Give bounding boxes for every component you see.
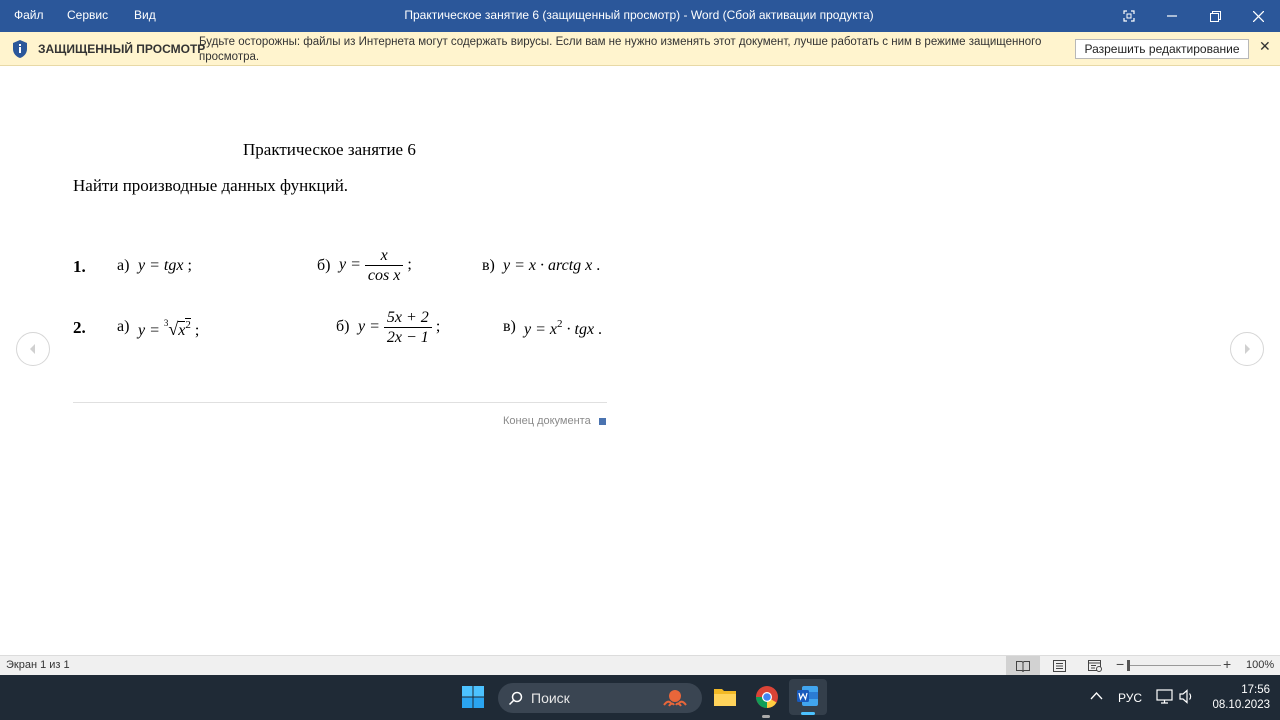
title-bar	[0, 0, 1280, 32]
word-button[interactable]	[789, 679, 827, 715]
problem-1c-label: в)	[482, 257, 495, 274]
problem-2c-formula: $y = x^2$ · tgx .	[524, 318, 603, 338]
clock-date: 08.10.2023	[1212, 699, 1270, 711]
search-icon	[508, 691, 523, 706]
problem-2c-label: в)	[503, 318, 516, 335]
protected-view-bar	[0, 32, 1280, 66]
search-label: Поиск	[531, 690, 570, 706]
status-bar	[0, 655, 1280, 676]
zoom-out-button[interactable]: −	[1116, 656, 1125, 672]
protected-view-title: ЗАЩИЩЕННЫЙ ПРОСМОТР	[38, 42, 206, 56]
minimize-icon	[1167, 11, 1177, 21]
focus-mode-button[interactable]	[1107, 0, 1151, 32]
print-layout-icon	[1053, 660, 1066, 672]
problem-number-2: 2.	[73, 318, 86, 337]
zoom-slider-thumb[interactable]	[1127, 660, 1130, 671]
restore-button[interactable]	[1193, 0, 1237, 32]
word-icon	[797, 685, 819, 707]
word-active-indicator	[801, 712, 815, 715]
chevron-right-icon	[1240, 342, 1254, 356]
file-explorer-icon	[713, 686, 737, 708]
chevron-up-icon[interactable]	[1090, 691, 1103, 700]
problem-1a-label: а)	[117, 257, 130, 274]
zoom-slider-track[interactable]	[1127, 665, 1221, 666]
task-text: Найти производные данных функций.	[73, 176, 349, 195]
file-explorer-button[interactable]	[713, 686, 737, 708]
shield-info-icon	[12, 40, 28, 58]
web-layout-button[interactable]	[1078, 656, 1112, 676]
minimize-button[interactable]	[1150, 0, 1194, 32]
zoom-level[interactable]: 100%	[1246, 659, 1275, 671]
end-divider	[73, 402, 607, 403]
web-layout-icon	[1088, 660, 1102, 672]
chevron-left-icon	[26, 342, 40, 356]
volume-icon[interactable]	[1179, 689, 1195, 704]
taskbar	[0, 675, 1280, 720]
clock-time: 17:56	[1241, 684, 1270, 696]
search-highlight-icon	[656, 688, 694, 708]
document-area	[0, 66, 1280, 655]
document-title: Практическое занятие 6	[243, 140, 416, 159]
chrome-button[interactable]	[755, 685, 779, 709]
enable-editing-button[interactable]: Разрешить редактирование	[1075, 39, 1249, 59]
prev-page-button[interactable]	[16, 332, 50, 366]
start-button[interactable]	[461, 685, 485, 709]
problem-number-1: 1.	[73, 257, 86, 276]
problem-2a-label: а)	[117, 318, 130, 335]
read-mode-button[interactable]	[1006, 656, 1040, 676]
menu-file[interactable]: Файл	[14, 8, 44, 22]
problem-1b-label: б)	[317, 257, 331, 274]
language-indicator[interactable]: РУС	[1118, 691, 1143, 705]
next-page-button[interactable]	[1230, 332, 1264, 366]
end-of-document-marker	[599, 418, 606, 425]
close-window-button[interactable]	[1236, 0, 1280, 32]
menu-view[interactable]: Вид	[134, 8, 156, 22]
read-mode-icon	[1016, 660, 1030, 672]
network-icon[interactable]	[1156, 689, 1173, 704]
focus-mode-icon	[1123, 10, 1135, 22]
taskbar-search[interactable]	[498, 683, 702, 713]
problem-1a-formula: y = tgx ;	[138, 257, 192, 274]
problem-2b-label: б)	[336, 318, 350, 335]
page-count: Экран 1 из 1	[6, 659, 70, 671]
problem-1b-formula: y = $\frac{x}{\text{cos x}}$ ;	[339, 247, 412, 284]
protected-view-message: Будьте осторожны: файлы из Интернета могут содержать вирусы. Если вам не нужно изменять этот документ, лучше работать с ним в режиме защищенного просмотра.	[199, 36, 1042, 63]
chrome-running-indicator	[762, 715, 770, 718]
problem-1c-formula: y = x · arctg x .	[503, 257, 601, 274]
window-title: Практическое занятие 6 (защищенный просмотр) - Word (Сбой активации продукта)	[404, 8, 874, 22]
chrome-icon	[755, 685, 779, 709]
zoom-in-button[interactable]: +	[1223, 656, 1232, 672]
windows-start-icon	[461, 685, 485, 709]
end-of-document-label: Конец документа	[503, 415, 591, 427]
print-layout-button[interactable]	[1042, 656, 1076, 676]
menu-service[interactable]: Сервис	[67, 8, 109, 22]
problem-2a-formula: $y = ^3√x^2$ ;	[138, 318, 200, 339]
close-icon	[1253, 11, 1264, 22]
restore-icon	[1210, 11, 1221, 22]
protected-view-close-icon[interactable]: ✕	[1259, 38, 1271, 54]
clock[interactable]	[1202, 683, 1270, 713]
problem-2b-formula: y = $\frac{5x + 2}{2x - 1}$ ;	[358, 309, 441, 346]
